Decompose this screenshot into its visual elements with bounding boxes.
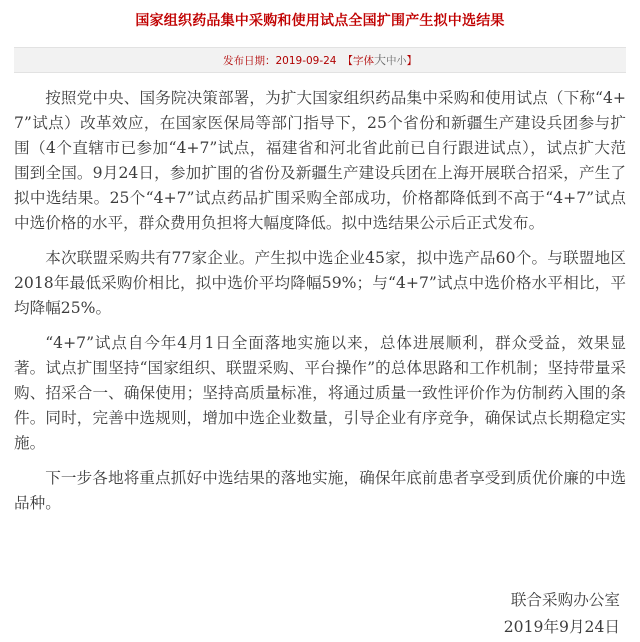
publish-date: 2019-09-24	[275, 55, 337, 67]
signature-block	[504, 587, 620, 641]
font-size-label: 【字体	[342, 55, 374, 67]
paragraph-2: 本次联盟采购共有77家企业。产生拟中选企业45家，拟中选产品60个。与联盟地区2018年最低采购价相比，拟中选价平均降幅59%；与“4+7”试点中选价格水平相比，平均降幅25%。	[14, 249, 626, 317]
signature-date: 2019年9月24日	[503, 618, 620, 636]
font-size-medium-link[interactable]: 中	[386, 55, 397, 67]
font-size-big-link[interactable]: 大	[374, 53, 387, 67]
article-meta-bar	[14, 47, 626, 73]
paragraph-3: “4+7”试点自今年4月1日全面落地实施以来，总体进展顺利，群众受益，效果显著。试点扩围坚持“国家组织、联盟采购、平台操作”的总体思路和工作机制；坚持带量采购、招采合一、确保使用；坚持高质量标准，将通过质量一致性评价作为仿制药入围的条件。同时，完善中选规则，增加中选企业数量，引导企业有序竞争，确保试点长期稳定实施。	[14, 334, 626, 452]
publish-date-label: 发布日期：	[222, 55, 276, 67]
signature-org: 联合采购办公室	[510, 591, 620, 609]
article-title: 国家组织药品集中采购和使用试点全国扩围产生拟中选结果	[135, 13, 505, 29]
paragraph-4: 下一步各地将重点抓好中选结果的落地实施，确保年底前患者享受到质优价廉的中选品种。	[14, 469, 626, 512]
font-size-small-link[interactable]: 小	[396, 56, 407, 67]
font-size-label-end: 】	[406, 55, 418, 67]
paragraph-1: 按照党中央、国务院决策部署，为扩大国家组织药品集中采购和使用试点（下称“4+7”试点）改革效应，在国家医保局等部门指导下，25个省份和新疆生产建设兵团参与扩围（4个直辖市已参加“4+7”试点，福建省和河北省此前已自行跟进试点），试点扩大范围到全国。9月24日，参加扩围的省份及新疆生产建设兵团在上海开展联合招采，产生了拟中选结果。25个“4+7”试点药品扩围采购全部成功，价格都降低到不高于“4+7”试点中选价格的水平，群众费用负担将大幅度降低。拟中选结果公示后正式发布。	[14, 89, 626, 232]
article-body	[14, 86, 626, 526]
